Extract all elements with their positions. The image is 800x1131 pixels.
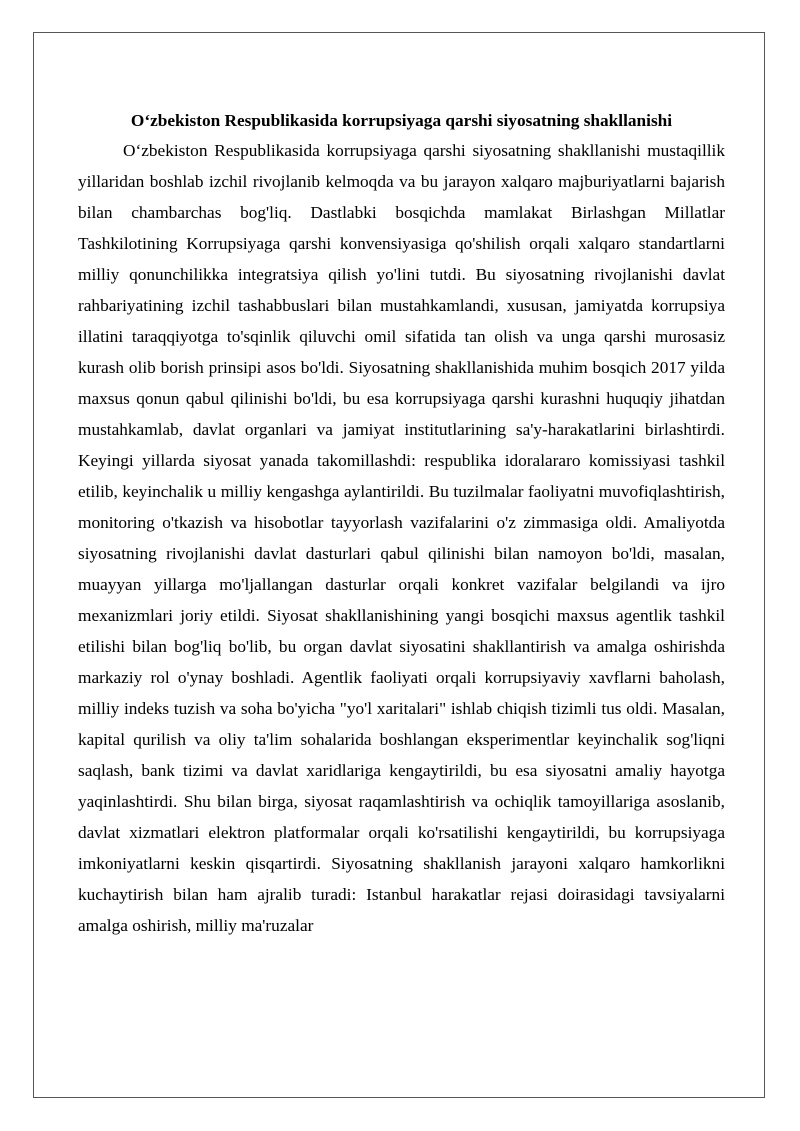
document-title: O‘zbekiston Respublikasida korrupsiyaga qarshi siyosatning shakllanishi [130, 111, 673, 130]
body-paragraph: O‘zbekiston Respublikasida korrupsiyaga qarshi siyosatning shakllanishi mustaqillik yillaridan boshlab izchil rivojlanib kelmoqda va bu jarayon xalqaro majburiyatlarni bajarish bilan chambarchas bog'liq. Dastlabki bosqichda mamlakat Birlashgan Millatlar Tashkilotining Korrupsiyaga qarshi konvensiyasiga qo'shilish orqali xalqaro standartlarni milliy qonunchilikka integratsiya qilish yo'lini tutdi. Bu siyosatning rivojlanishi davlat rahbariyatining izchil tashabbuslari bilan mustahkamlandi, xususan, jamiyatda korrupsiya illatini taraqqiyotga to'sqinlik qiluvchi omil sifatida tan olish va unga qarshi murosasiz kurash olib borish prinsipi asos bo'ldi. Siyosatning shakllanishida muhim bosqich 2017 yilda maxsus qonun qabul qilinishi bo'ldi, bu esa korrupsiyaga qarshi kurashni huquqiy jihatdan mustahkamlab, davlat organlari va jamiyat institutlarining sa'y-harakatlarini birlashtirdi. Keyingi yillarda siyosat yanada takomillashdi: respublika idoralararo komissiyasi tashkil etilib, keyinchalik u milliy kengashga aylantirildi. Bu tuzilmalar faoliyatni muvofiqlashtirish, monitoring o'tkazish va hisobotlar tayyorlash vazifalarini o'z zimmasiga oldi. Amaliyotda siyosatning rivojlanishi davlat dasturlari qabul qilinishi bilan namoyon bo'ldi, masalan, muayyan yillarga mo'ljallangan dasturlar orqali konkret vazifalar belgilandi va ijro mexanizmlari joriy etildi. Siyosat shakllanishining yangi bosqichi maxsus agentlik tashkil etilishi bilan bog'liq bo'lib, bu organ davlat siyosatini shakllantirish va amalga oshirishda markaziy rol o'ynay boshladi. Agentlik faoliyati orqali korrupsiyaviy xavflarni baholash, milliy indeks tuzish va soha bo'yicha "yo'l xaritalari" ishlab chiqish tizimli tus oldi. Masalan, kapital qurilish va oliy ta'lim sohalarida boshlangan eksperimentlar keyinchalik sog'liqni saqlash, bank tizimi va davlat xaridlariga kengaytirildi, bu esa siyosatni amaliy hayotga yaqinlashtirdi. Shu bilan birga, siyosat raqamlashtirish va ochiqlik tamoyillariga asoslanib, davlat xizmatlari elektron platformalar orqali ko'rsatilishi kengaytirildi, bu korrupsiyaga imkoniyatlarni keskin qisqartirdi. Siyosatning shakllanish jarayoni xalqaro hamkorlikni kuchaytirish bilan ham ajralib turadi: Istanbul harakatlar rejasi doirasidagi tavsiyalarni amalga oshirish, milliy ma'ruzalar [78, 141, 725, 935]
document-content [78, 106, 725, 941]
